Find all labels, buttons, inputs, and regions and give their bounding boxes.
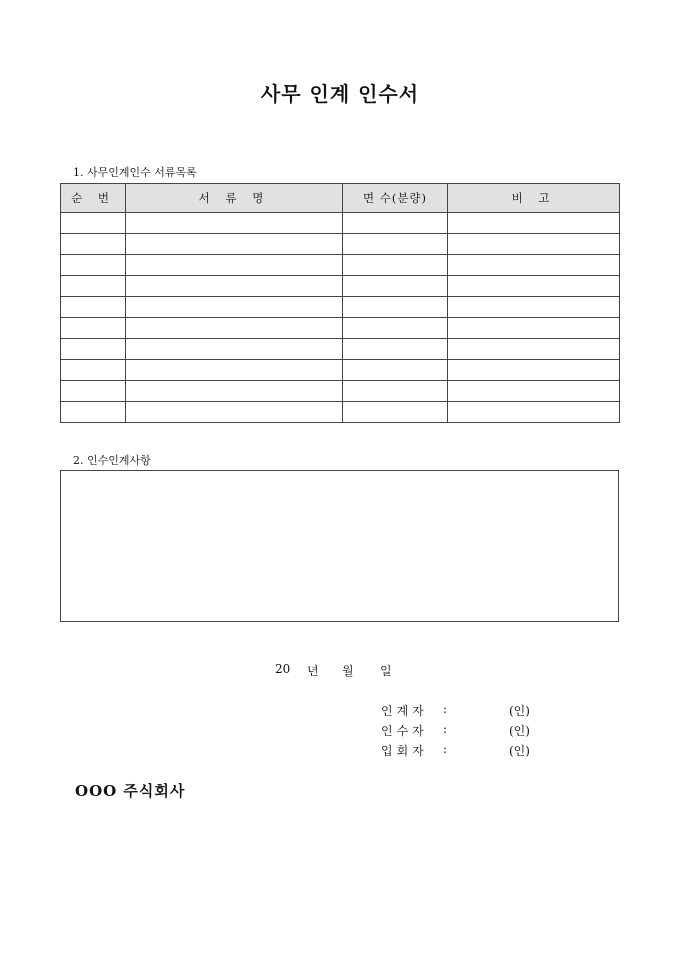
cell-remarks	[448, 255, 620, 276]
cell-number	[61, 276, 126, 297]
date-year-unit: 년	[307, 664, 319, 678]
cell-number	[61, 360, 126, 381]
signature-role: 인계자	[381, 704, 428, 718]
cell-remarks	[448, 276, 620, 297]
table-row	[61, 318, 620, 339]
cell-number	[61, 339, 126, 360]
signature-row-handover	[381, 702, 530, 722]
cell-remarks	[448, 360, 620, 381]
cell-remarks	[448, 297, 620, 318]
cell-remarks	[448, 339, 620, 360]
cell-document-name	[126, 276, 343, 297]
cell-page-count	[343, 297, 448, 318]
cell-number	[61, 213, 126, 234]
cell-document-name	[126, 213, 343, 234]
cell-number	[61, 234, 126, 255]
cell-remarks	[448, 213, 620, 234]
cell-document-name	[126, 381, 343, 402]
table-row	[61, 276, 620, 297]
cell-document-name	[126, 255, 343, 276]
table-row	[61, 360, 620, 381]
cell-document-name	[126, 360, 343, 381]
column-header-document-name: 서 류 명	[126, 184, 343, 213]
cell-page-count	[343, 213, 448, 234]
company-name: OOO 주식회사	[75, 782, 186, 800]
cell-page-count	[343, 318, 448, 339]
date-year-prefix: 20	[275, 662, 291, 676]
table-row	[61, 381, 620, 402]
signature-role: 인수자	[381, 724, 428, 738]
cell-document-name	[126, 402, 343, 423]
signature-row-receiver	[381, 722, 530, 742]
column-header-remarks: 비 고	[448, 184, 620, 213]
table-row	[61, 297, 620, 318]
cell-remarks	[448, 381, 620, 402]
table-row	[61, 234, 620, 255]
section-2-label: 2. 인수인계사항	[73, 454, 151, 467]
signature-colon: :	[443, 722, 448, 736]
table-row	[61, 255, 620, 276]
cell-remarks	[448, 234, 620, 255]
document-title: 사무 인계 인수서	[260, 82, 420, 106]
cell-page-count	[343, 234, 448, 255]
cell-document-name	[126, 339, 343, 360]
column-header-number: 순 번	[61, 184, 126, 213]
signature-block	[381, 702, 530, 762]
section-1-label: 1. 사무인계인수 서류목록	[73, 166, 197, 179]
cell-remarks	[448, 402, 620, 423]
table-row	[61, 213, 620, 234]
cell-number	[61, 255, 126, 276]
signature-colon: :	[443, 702, 448, 716]
signature-seal: (인)	[509, 704, 530, 718]
cell-document-name	[126, 234, 343, 255]
table-header-row	[61, 184, 620, 213]
signature-role: 입회자	[381, 744, 428, 758]
cell-page-count	[343, 402, 448, 423]
date-day-unit: 일	[380, 664, 392, 678]
signature-seal: (인)	[509, 724, 530, 738]
cell-page-count	[343, 381, 448, 402]
document-list-table	[60, 183, 620, 423]
cell-page-count	[343, 276, 448, 297]
date-month-unit: 월	[342, 664, 354, 678]
cell-document-name	[126, 297, 343, 318]
cell-document-name	[126, 318, 343, 339]
cell-number	[61, 297, 126, 318]
cell-number	[61, 381, 126, 402]
handover-notes-box	[60, 470, 619, 622]
table-row	[61, 339, 620, 360]
cell-page-count	[343, 339, 448, 360]
column-header-page-count: 면 수(분량)	[343, 184, 448, 213]
date-line	[275, 662, 392, 679]
signature-row-witness	[381, 742, 530, 762]
signature-colon: :	[443, 742, 448, 756]
cell-number	[61, 402, 126, 423]
cell-remarks	[448, 318, 620, 339]
cell-page-count	[343, 360, 448, 381]
table-row	[61, 402, 620, 423]
signature-seal: (인)	[509, 744, 530, 758]
cell-page-count	[343, 255, 448, 276]
cell-number	[61, 318, 126, 339]
